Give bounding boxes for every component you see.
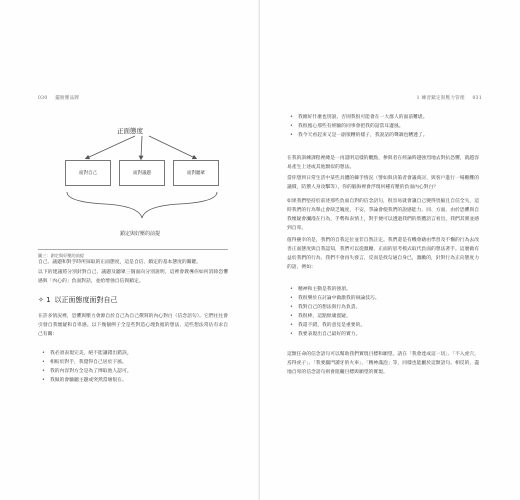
bullet-list	[290, 113, 480, 140]
running-title: 1 練習鎖定與壓力管理	[416, 96, 465, 101]
bullet-list	[42, 349, 222, 385]
body-paragraph: 這類任命的信念語句可以幫助我們實現目標和願望。請在「我會達成這一切」、「不入虎穴，焉得虎子」、「我要贏門讀牙的火車」、「精神滿泡」等，同樣也能屬於這類語句。相反的，盡地自卑的信念語句則會阻礙目標與願望的實現。	[287, 352, 479, 375]
list-item: • 我今天看起來又是一副很糟的樣子，我說話的聲調也糟透了。	[290, 131, 480, 140]
attitude-diagram	[55, 120, 230, 245]
running-title: 擺脫壓品牌	[55, 96, 80, 101]
list-item: • 我很棒，這點無庸置疑。	[290, 312, 480, 321]
list-item: • 我還不錯，我的意見是重要的。	[290, 321, 480, 330]
section-heading	[38, 295, 118, 305]
page-number: 030	[38, 96, 48, 101]
section-title: 以正面態度面對自己	[54, 296, 118, 304]
section-number: ✧ 1	[38, 296, 51, 304]
diagram-box-self: 面對自己	[65, 160, 111, 186]
list-item: • 我很樂於在討論中做激我的辯論技巧。	[290, 294, 480, 303]
caption-rule	[38, 249, 228, 250]
left-page-header	[38, 95, 85, 101]
list-item: • 相較於對手，我覺得自己居於下風。	[42, 358, 222, 367]
bullet-list	[290, 285, 480, 339]
body-paragraph: 在我的訓練課程裡總是一再證明這樣的觀點，參與者在經論時越強烈地去對抗恐懼，就越容易產生上述或其他類似的想法。	[287, 156, 479, 170]
body-paragraph: 值得慶幸的是，我們的自我定位並非自然註定。我們還是有機會藉由學習及不懈的行為去改善正面態度與自我認知，我們可以從激勵、正面的思考模式取代負面的想法著手。這麼做有益於我們的行為，我們不會再失發言，反而是找勾通自身已，激勵的，針對行為正向態度力的語，例如：	[287, 238, 479, 270]
page-number: 031	[472, 96, 482, 101]
right-page-header	[411, 95, 482, 101]
list-item: • 我對自己的想法與行為負責。	[290, 303, 480, 312]
body-paragraph: 自己、議題和對手時所採取的正面態度，這是自信、鎖定的基本態度的關鍵。	[38, 260, 202, 265]
right-page	[260, 0, 520, 500]
list-item: • 精神和主動是我的強項。	[290, 285, 480, 294]
figure-caption: 圖三：鎖定與好壓的前提	[38, 253, 85, 258]
diagram-footer: 鎖定與好壓的前提	[120, 231, 161, 237]
diagram-box-topic: 面對議題	[119, 160, 165, 186]
diagram-title: 正面態度	[117, 127, 143, 135]
body-paragraph: 當你想到日常生活中某些具體的棘手情況（譬如與決策者會議商討，與客戶進行一場艱難的議價，防禦人身攻擊等），你的腦海裡會浮現何種有壓的負面內心對白？	[287, 176, 479, 190]
list-item: • 我必須表現完美，絕不能讓錯出錯誤。	[42, 349, 222, 358]
diagram-box-audience: 面對聽眾	[173, 160, 219, 186]
list-item: • 我很擔心那些有經驗的同事會把我的話當耳邊風。	[290, 122, 480, 131]
body-paragraph: 在許多情況裡，恐懼與壓力會源自於自己為自己撰寫的內心對白（信念語句）。它們往往會引發自我懷疑和自卑感。以下幾個例子全是些對造心理負擔的想法，這些想法常佔有求自己有關：	[38, 314, 228, 337]
body-paragraph: 以下的建議將分別針對自己、議題及聽眾三個面向分別說明，這裡會教導你如何消除恐懼感與「內心的」負面對話，並給增強自信與鎖定。	[38, 270, 228, 284]
list-item: • 我的內容對方全是為了博取他人認可。	[42, 367, 222, 376]
body-paragraph: 如果我們堅持於前述那些負面自對的信念語句，很容易就會讓自己變得畏縮且自信全失，這時我們的行為舉止會缺乏魄度，不安，爭論會使我們的說感能力、同、方面，由於恐懼與自我懷疑會瀰漫在行為，手勢和表情上，對手便可以透過我們的肢體語言看出，我們其實並感到自卑。	[287, 199, 479, 231]
list-item: • 我總好什麼也別說，否則我很可能會在一大群人的面前難堪。	[290, 113, 480, 122]
list-item: • 我要表現出自己最好的實力。	[290, 330, 480, 339]
list-item: • 我做的會驗聽主題或突然當壞很在。	[42, 376, 222, 385]
